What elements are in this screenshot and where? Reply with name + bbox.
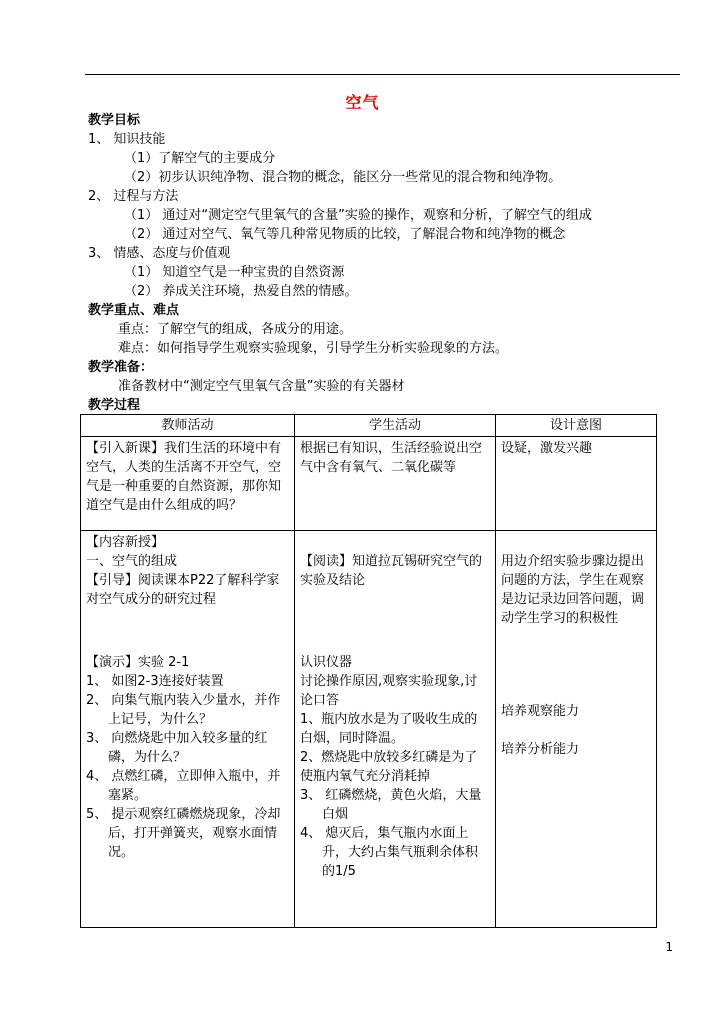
- demo-step-1: 1、 如图2-3连接好装置: [86, 674, 224, 689]
- discussion-text: 讨论操作原因,观察实验现象,讨论口答: [300, 674, 478, 708]
- process-heading: 教学过程: [88, 398, 141, 413]
- student-intro-cell: 根据已有知识，生活经验说出空气中含有氧气、二氧化碳等: [295, 437, 496, 531]
- process-point-2: （2） 通过对空气、氧气等几种常见物质的比较，了解混合物和纯净物的概念: [124, 227, 566, 242]
- section-title: 一、空气的组成: [86, 554, 178, 569]
- table-header-row: [81, 415, 657, 437]
- emotion-item: 3、 情感、态度与价值观: [88, 246, 231, 261]
- answer-2: 2、燃烧匙中放较多红磷是为了使瓶内氧气充分消耗掉: [300, 750, 478, 784]
- header-intent: 设计意图: [496, 415, 657, 437]
- table-row: [81, 531, 657, 928]
- new-content-label: 【内容新授】: [86, 535, 165, 550]
- preparation-text: 准备教材中“测定空气里氧气含量”实验的有关器材: [118, 379, 405, 394]
- emotion-point-2: （2） 养成关注环境，热爱自然的情感。: [124, 284, 358, 299]
- demo-step-5: 5、 提示观察红磷燃烧现象，冷却后，打开弹簧夹，观察水面情况。: [86, 807, 281, 860]
- teacher-new-content-cell: [81, 531, 295, 928]
- demo-step-3: 3、 向燃烧匙中加入较多量的红磷，为什么？: [86, 731, 268, 765]
- emotion-point-1: （1） 知道空气是一种宝贵的自然资源: [124, 265, 345, 280]
- page-number: 1: [665, 940, 673, 954]
- header-teacher: 教师活动: [81, 415, 295, 437]
- objectives-heading: 教学目标: [88, 113, 141, 128]
- teaching-process-table: [80, 414, 657, 928]
- answer-3: 3、 红磷燃烧，黄色火焰，大量白烟: [300, 788, 482, 822]
- intent-intro-cell: 设疑，激发兴趣: [496, 437, 657, 531]
- answer-4: 4、 熄灭后，集气瓶内水面上升，大约占集气瓶剩余体积的1/5: [300, 826, 479, 879]
- keypoints-heading: 教学重点、难点: [88, 303, 180, 318]
- page-title: 空气: [345, 93, 380, 112]
- guide-text: 【引导】阅读课本P22了解科学家对空气成分的研究过程: [86, 573, 280, 607]
- demo-step-4: 4、 点燃红磷，立即伸入瓶中，并塞紧。: [86, 769, 281, 803]
- intent-observe: 培养观察能力: [501, 704, 580, 719]
- intent-method: 用边介绍实验步骤边提出问题的方法，学生在观察是边记录边回答问题，调动学生学习的积极性: [501, 554, 645, 626]
- header-student: 学生活动: [295, 415, 496, 437]
- focus-text: 重点：了解空气的组成，各成分的用途。: [118, 322, 353, 337]
- knowledge-point-1: （1）了解空气的主要成分: [124, 151, 276, 166]
- reading-text: 【阅读】知道拉瓦锡研究空气的实验及结论: [300, 554, 483, 588]
- know-instruments: 认识仪器: [300, 655, 353, 670]
- demo-label: 【演示】实验 2-1: [86, 655, 190, 670]
- preparation-heading: 教学准备：: [88, 360, 154, 375]
- student-new-content-cell: [295, 531, 496, 928]
- difficulty-text: 难点：如何指导学生观察实验现象，引导学生分析实验现象的方法。: [118, 341, 509, 356]
- knowledge-item: 1、 知识技能: [88, 132, 166, 147]
- intent-analyze: 培养分析能力: [501, 742, 580, 757]
- teacher-intro-cell: 【引入新课】我们生活的环境中有空气，人类的生活离不开空气，空气是一种重要的自然资源，那你知道空气是由什么组成的吗？: [81, 437, 295, 531]
- process-method-item: 2、 过程与方法: [88, 189, 179, 204]
- knowledge-point-2: （2）初步认识纯净物、混合物的概念，能区分一些常见的混合物和纯净物。: [124, 170, 562, 185]
- demo-step-2: 2、 向集气瓶内装入少量水，并作上记号，为什么？: [86, 693, 281, 727]
- process-point-1: （1） 通过对“测定空气里氧气的含量”实验的操作，观察和分析，了解空气的组成: [124, 208, 592, 223]
- header-rule: [85, 74, 680, 75]
- table-row: [81, 437, 657, 531]
- intent-new-content-cell: [496, 531, 657, 928]
- answer-1: 1、瓶内放水是为了吸收生成的白烟，同时降温。: [300, 712, 478, 746]
